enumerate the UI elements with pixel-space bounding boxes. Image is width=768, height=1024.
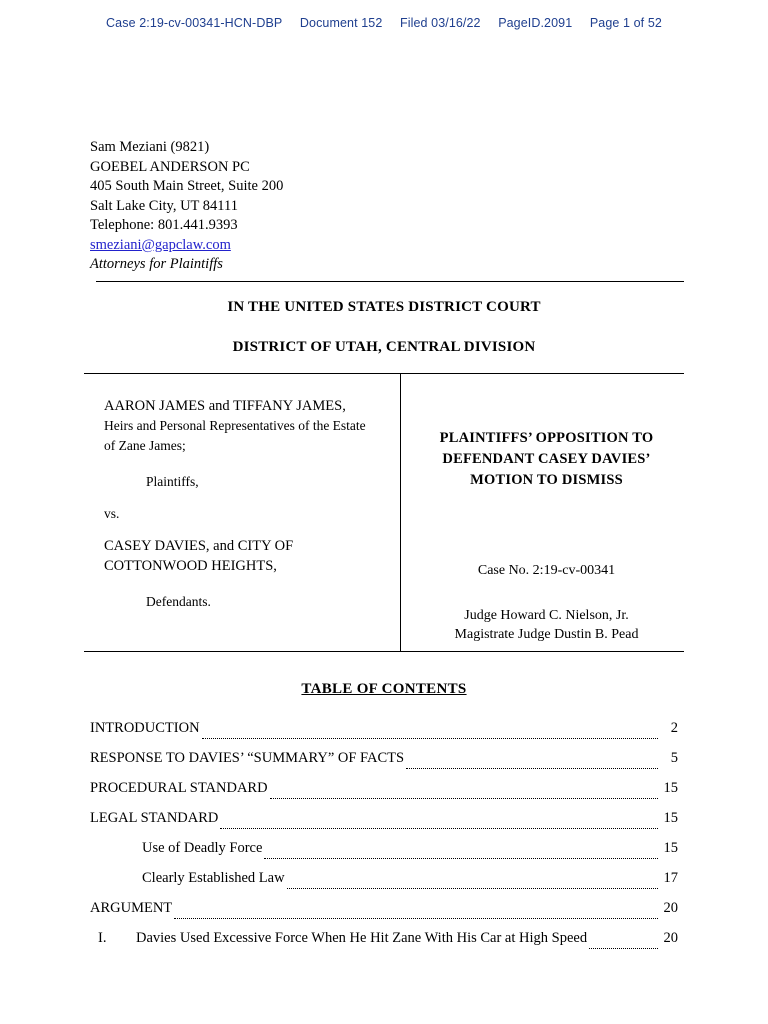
court-division: DISTRICT OF UTAH, CENTRAL DIVISION [232,339,536,355]
table-of-contents-heading-text: TABLE OF CONTENTS [301,681,467,697]
toc-leader-dots [287,876,658,889]
table-of-contents-heading [0,681,768,698]
caption-parties [104,396,389,612]
caption-document-info [414,428,679,644]
header-divider-rule [96,281,684,282]
toc-entry[interactable] [90,743,678,773]
toc-entry-page: 20 [663,930,678,946]
versus-label: vs. [104,506,120,521]
toc-leader-dots [220,816,658,829]
toc-entry-page: 15 [663,780,678,796]
ecf-case-number: Case 2:19-cv-00341-HCN-DBP [106,16,283,30]
attorney-address-line-1: 405 South Main Street, Suite 200 [90,178,284,194]
ecf-header-stamp [0,16,768,30]
caption-case-number: Case No. 2:19-cv-00341 [477,563,616,578]
attorney-telephone: Telephone: 801.441.9393 [90,217,238,233]
toc-entry-label: PROCEDURAL STANDARD [90,780,268,796]
toc-leader-dots [264,846,658,859]
toc-entry[interactable] [90,893,678,923]
plaintiff-names-line-1: AARON JAMES and TIFFANY JAMES, [104,398,346,414]
toc-entry[interactable] [90,803,678,833]
toc-entry-page: 15 [663,810,678,826]
attorney-email-link[interactable]: smeziani@gapclaw.com [90,236,231,253]
presiding-judge: Judge Howard C. Nielson, Jr. [464,608,629,623]
toc-entry-page: 5 [670,750,678,766]
defendant-names-line-2: COTTONWOOD HEIGHTS, [104,558,277,574]
attorney-address-line-2: Salt Lake City, UT 84111 [90,197,238,214]
document-title-line-1: PLAINTIFFS’ OPPOSITION TO [439,430,654,446]
ecf-filed-date: Filed 03/16/22 [399,16,481,30]
toc-entry-page: 2 [670,720,678,736]
toc-entry-label: LEGAL STANDARD [90,810,219,826]
toc-leader-dots [174,906,658,919]
toc-entry-number: I. [98,930,107,946]
toc-entry[interactable] [90,713,678,743]
toc-entry-label: INTRODUCTION [90,720,200,736]
ecf-document-number: Document 152 [299,16,383,30]
attorney-block [90,138,510,275]
magistrate-judge: Magistrate Judge Dustin B. Pead [454,627,639,642]
toc-entry[interactable] [90,863,678,893]
toc-leader-dots [589,936,658,949]
document-title-line-3: MOTION TO DISMISS [470,472,623,488]
toc-entry-label: Davies Used Excessive Force When He Hit Zane With His Car at High Speed [136,930,588,946]
toc-entry-label: Clearly Established Law [142,870,285,886]
defendant-names-line-1: CASEY DAVIES, and CITY OF [104,538,294,554]
toc-entry-page: 15 [663,840,678,856]
toc-entry-page: 17 [663,870,678,886]
toc-leader-dots [270,786,658,799]
toc-entry[interactable] [90,923,678,953]
toc-entry[interactable] [90,773,678,803]
toc-leader-dots [202,726,658,739]
court-title: IN THE UNITED STATES DISTRICT COURT [227,299,541,315]
attorney-name: Sam Meziani (9821) [90,139,210,155]
ecf-page-id: PageID.2091 [498,16,573,30]
attorney-firm: GOEBEL ANDERSON PC [90,158,250,175]
document-title-line-2: DEFENDANT CASEY DAVIES’ [442,451,651,467]
toc-entry[interactable] [90,833,678,863]
toc-leader-dots [406,756,658,769]
toc-entry-label: RESPONSE TO DAVIES’ “SUMMARY” OF FACTS [90,750,405,766]
ecf-page-count: Page 1 of 52 [589,16,662,30]
plaintiffs-label: Plaintiffs, [146,474,199,489]
toc-entry-label: ARGUMENT [90,900,173,916]
plaintiff-names-line-2: Heirs and Personal Representatives of the Estate [104,418,366,433]
defendants-label: Defendants. [146,594,211,609]
attorney-role: Attorneys for Plaintiffs [90,256,223,272]
case-caption-table [84,373,684,652]
caption-vertical-divider [400,374,401,651]
plaintiff-names-line-3: of Zane James; [104,438,186,453]
table-of-contents [90,713,678,953]
toc-entry-label: Use of Deadly Force [142,840,263,856]
toc-entry-page: 20 [663,900,678,916]
